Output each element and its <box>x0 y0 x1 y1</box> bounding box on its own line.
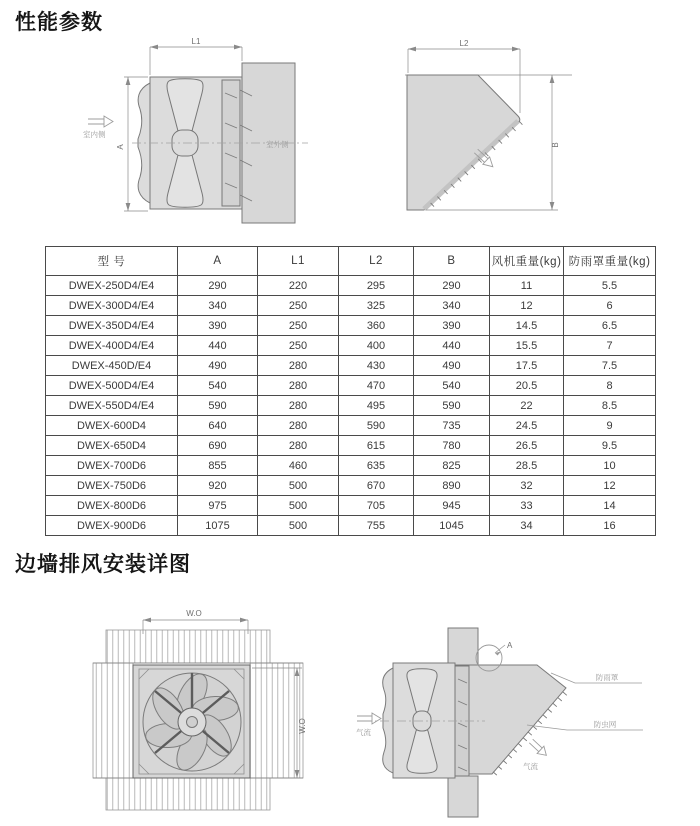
table-cell: 15.5 <box>490 336 564 356</box>
table-row <box>46 456 656 476</box>
table-cell: 500 <box>258 476 339 496</box>
dim-wo-height-label: W.O <box>298 718 307 734</box>
column-header: L2 <box>339 247 414 276</box>
table-cell: 280 <box>258 356 339 376</box>
spec-table-head-row <box>46 247 656 276</box>
indoor-side-label: 室内侧 <box>83 130 106 139</box>
table-cell: 430 <box>339 356 414 376</box>
table-cell: 6 <box>564 296 656 316</box>
spec-table-body <box>46 276 656 536</box>
table-cell: 340 <box>178 296 258 316</box>
rain-hood-label: 防雨罩 <box>595 673 619 682</box>
airflow-in-label: 气流 <box>356 728 371 737</box>
table-cell: 24.5 <box>490 416 564 436</box>
table-row <box>46 376 656 396</box>
table-cell: 490 <box>178 356 258 376</box>
table-cell: 400 <box>339 336 414 356</box>
table-row <box>46 276 656 296</box>
table-cell: 440 <box>414 336 490 356</box>
table-cell: 9 <box>564 416 656 436</box>
table-cell: 34 <box>490 516 564 536</box>
table-cell: 390 <box>414 316 490 336</box>
spec-table <box>45 246 656 536</box>
table-cell: 7.5 <box>564 356 656 376</box>
install-section-view-drawing <box>355 613 645 820</box>
table-cell: 440 <box>178 336 258 356</box>
table-cell: 33 <box>490 496 564 516</box>
table-row <box>46 316 656 336</box>
table-cell: 780 <box>414 436 490 456</box>
hood-profile-shape <box>407 75 520 210</box>
table-cell: 16 <box>564 516 656 536</box>
table-cell: 855 <box>178 456 258 476</box>
airflow-in-icon <box>357 713 381 724</box>
table-cell: DWEX-500D4/E4 <box>46 376 178 396</box>
dim-a-label: A <box>116 144 125 150</box>
table-cell: 890 <box>414 476 490 496</box>
column-header: 防雨罩重量(kg) <box>564 247 656 276</box>
screen-label-leader <box>527 725 643 730</box>
table-cell: 1045 <box>414 516 490 536</box>
install-front-view-drawing <box>88 598 318 823</box>
outdoor-side-label: 室外侧 <box>266 140 289 149</box>
table-cell: 280 <box>258 436 339 456</box>
table-cell: 590 <box>414 396 490 416</box>
table-row <box>46 356 656 376</box>
column-header: 风机重量(kg) <box>490 247 564 276</box>
table-cell: 590 <box>178 396 258 416</box>
table-cell: 470 <box>339 376 414 396</box>
airflow-in-icon <box>88 116 113 127</box>
hood-shape <box>469 665 566 774</box>
table-cell: 32 <box>490 476 564 496</box>
table-cell: 280 <box>258 396 339 416</box>
table-cell: 290 <box>414 276 490 296</box>
table-cell: 280 <box>258 376 339 396</box>
table-cell: DWEX-550D4/E4 <box>46 396 178 416</box>
table-row <box>46 496 656 516</box>
table-cell: 615 <box>339 436 414 456</box>
table-cell: 920 <box>178 476 258 496</box>
table-cell: DWEX-600D4 <box>46 416 178 436</box>
table-cell: DWEX-650D4 <box>46 436 178 456</box>
table-cell: 22 <box>490 396 564 416</box>
rain-hood-drawing <box>390 33 585 225</box>
table-cell: 670 <box>339 476 414 496</box>
table-cell: 495 <box>339 396 414 416</box>
column-header: 型 号 <box>46 247 178 276</box>
table-row <box>46 296 656 316</box>
table-cell: 28.5 <box>490 456 564 476</box>
table-cell: 635 <box>339 456 414 476</box>
table-cell: 14 <box>564 496 656 516</box>
table-cell: DWEX-750D6 <box>46 476 178 496</box>
insect-screen-label: 防虫网 <box>593 720 617 729</box>
table-cell: 20.5 <box>490 376 564 396</box>
table-cell: 360 <box>339 316 414 336</box>
table-cell: DWEX-900D6 <box>46 516 178 536</box>
table-cell: 325 <box>339 296 414 316</box>
table-cell: DWEX-700D6 <box>46 456 178 476</box>
table-row <box>46 416 656 436</box>
table-cell: 290 <box>178 276 258 296</box>
table-cell: 26.5 <box>490 436 564 456</box>
table-cell: 490 <box>414 356 490 376</box>
wall-column-top <box>448 628 478 665</box>
table-cell: 690 <box>178 436 258 456</box>
table-cell: 8.5 <box>564 396 656 416</box>
table-row <box>46 436 656 456</box>
table-cell: 640 <box>178 416 258 436</box>
table-cell: 9.5 <box>564 436 656 456</box>
table-row <box>46 516 656 536</box>
table-cell: 6.5 <box>564 316 656 336</box>
airflow-out-icon <box>528 737 550 759</box>
table-cell: 11 <box>490 276 564 296</box>
table-cell: 14.5 <box>490 316 564 336</box>
table-cell: 220 <box>258 276 339 296</box>
dim-l1-label: L1 <box>191 37 201 46</box>
table-cell: 8 <box>564 376 656 396</box>
table-cell: 17.5 <box>490 356 564 376</box>
table-cell: 945 <box>414 496 490 516</box>
table-row <box>46 336 656 356</box>
table-cell: 540 <box>178 376 258 396</box>
table-cell: 280 <box>258 416 339 436</box>
column-header: B <box>414 247 490 276</box>
table-cell: 1075 <box>178 516 258 536</box>
fan-side-view-drawing <box>80 33 315 230</box>
hub-center <box>187 717 198 728</box>
table-cell: 12 <box>490 296 564 316</box>
wall-column-bottom <box>448 776 478 817</box>
table-cell: 975 <box>178 496 258 516</box>
table-cell: 390 <box>178 316 258 336</box>
dim-b-label: B <box>551 142 560 148</box>
dim-wo-width-label: W.O <box>186 609 202 618</box>
inlet-cone-shape <box>383 668 393 773</box>
table-cell: 755 <box>339 516 414 536</box>
table-row <box>46 396 656 416</box>
table-cell: 12 <box>564 476 656 496</box>
column-header: A <box>178 247 258 276</box>
table-cell: DWEX-800D6 <box>46 496 178 516</box>
table-cell: 5.5 <box>564 276 656 296</box>
table-cell: 590 <box>339 416 414 436</box>
table-row <box>46 476 656 496</box>
table-cell: DWEX-350D4/E4 <box>46 316 178 336</box>
table-cell: 295 <box>339 276 414 296</box>
table-cell: DWEX-250D4/E4 <box>46 276 178 296</box>
airflow-out-label: 气流 <box>523 762 538 771</box>
install-section-title: 边墙排风安装详图 <box>15 553 191 576</box>
table-cell: 250 <box>258 336 339 356</box>
table-cell: 250 <box>258 296 339 316</box>
table-cell: DWEX-450D/E4 <box>46 356 178 376</box>
table-cell: 7 <box>564 336 656 356</box>
dim-l2-label: L2 <box>459 39 469 48</box>
table-cell: DWEX-300D4/E4 <box>46 296 178 316</box>
table-cell: 705 <box>339 496 414 516</box>
table-cell: 460 <box>258 456 339 476</box>
performance-section-title: 性能参数 <box>15 11 103 34</box>
table-cell: 735 <box>414 416 490 436</box>
table-cell: 500 <box>258 496 339 516</box>
table-cell: 340 <box>414 296 490 316</box>
table-cell: 250 <box>258 316 339 336</box>
table-cell: DWEX-400D4/E4 <box>46 336 178 356</box>
table-cell: 500 <box>258 516 339 536</box>
detail-a-label: A <box>507 641 513 650</box>
column-header: L1 <box>258 247 339 276</box>
table-cell: 540 <box>414 376 490 396</box>
table-cell: 825 <box>414 456 490 476</box>
table-cell: 10 <box>564 456 656 476</box>
